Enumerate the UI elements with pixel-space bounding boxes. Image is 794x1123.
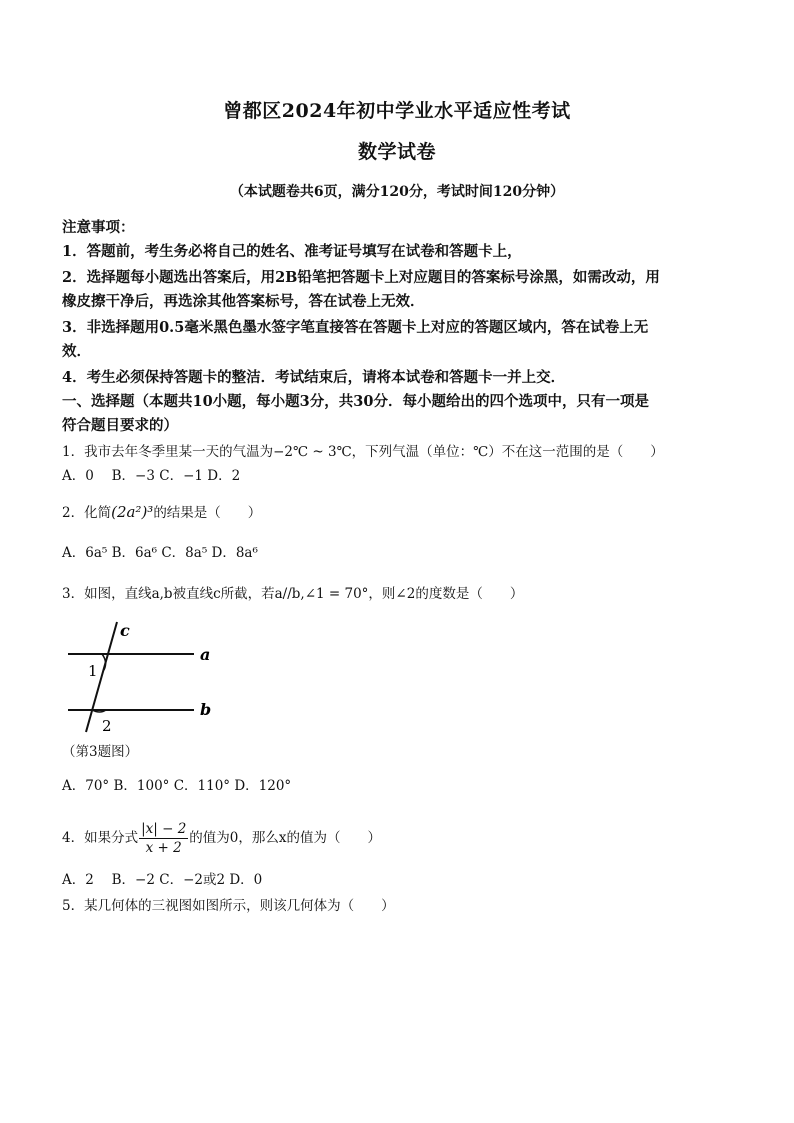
question-3-figure	[62, 618, 222, 740]
question-1-stem: 1．我市去年冬季里某一天的气温为−2℃ ~ 3℃，下列气温（单位：℃）不在这一范围的是（ ）	[62, 444, 664, 460]
note-line-4: 3．非选择题用0.5毫米黑色墨水签字笔直接答在答题卡上对应的答题区域内，答在试卷上无	[62, 319, 649, 336]
fraction-denominator: x + 2	[145, 840, 182, 856]
fraction-numerator: |x| − 2	[141, 821, 187, 837]
note-line-5: 效．	[62, 343, 91, 360]
exam-subject: 数学试卷	[357, 141, 436, 163]
exam-title: 曾都区2024年初中学业水平适应性考试	[223, 100, 571, 122]
question-3-caption: （第3题图）	[62, 744, 139, 760]
question-2-expression: (2a²)³	[111, 503, 154, 521]
note-line-1: 1．答题前，考生务必将自己的姓名、准考证号填写在试卷和答题卡上，	[62, 243, 522, 260]
label-c: c	[120, 621, 130, 640]
question-4-fraction	[139, 820, 188, 857]
question-2-stem	[62, 500, 742, 525]
section-heading-line-1: 一、选择题（本题共10小题，每小题3分，共30分．每小题给出的四个选项中，只有一项是	[62, 393, 649, 410]
question-4-options: A．2 B．−2 C．−2或2 D．0	[62, 872, 263, 888]
label-angle-1: 1	[88, 662, 98, 680]
note-line-2: 2．选择题每小题选出答案后，用2B铅笔把答题卡上对应题目的答案标号涂黑，如需改动，用	[62, 269, 660, 286]
question-3-stem: 3．如图，直线a,b被直线c所截，若a//b,∠1 = 70°，则∠2的度数是（ ）	[62, 586, 524, 602]
question-4-stem-pre: 4．如果分式	[62, 830, 139, 846]
question-3-options: A．70° B．100° C．110° D．120°	[62, 778, 292, 794]
exam-info: （本试题卷共6页，满分120分，考试时间120分钟）	[229, 184, 565, 200]
label-a: a	[200, 645, 211, 664]
question-2-stem-pre: 2．化简	[62, 505, 112, 521]
question-4-stem-post: 的值为0，那么x的值为（ ）	[189, 830, 381, 846]
label-b: b	[200, 700, 212, 719]
question-1-options: A．0 B．−3 C．−1 D．2	[62, 468, 241, 484]
question-2-options: A．6a⁵ B．6a⁶ C．8a⁵ D．8a⁶	[62, 545, 258, 561]
note-line-6: 4．考生必须保持答题卡的整洁．考试结束后，请将本试卷和答题卡一并上交．	[62, 369, 566, 386]
note-line-3: 橡皮擦干净后，再选涂其他答案标号，答在试卷上无效．	[62, 293, 425, 310]
question-5-stem: 5．某几何体的三视图如图所示，则该几何体为（ ）	[62, 898, 395, 914]
question-2-stem-post: 的结果是（ ）	[153, 505, 262, 521]
notes-heading: 注意事项：	[62, 219, 135, 236]
label-angle-2: 2	[102, 717, 112, 735]
section-heading-line-2: 符合题目要求的）	[62, 417, 178, 434]
question-4-stem	[62, 820, 742, 857]
parallel-lines-diagram	[62, 618, 222, 736]
